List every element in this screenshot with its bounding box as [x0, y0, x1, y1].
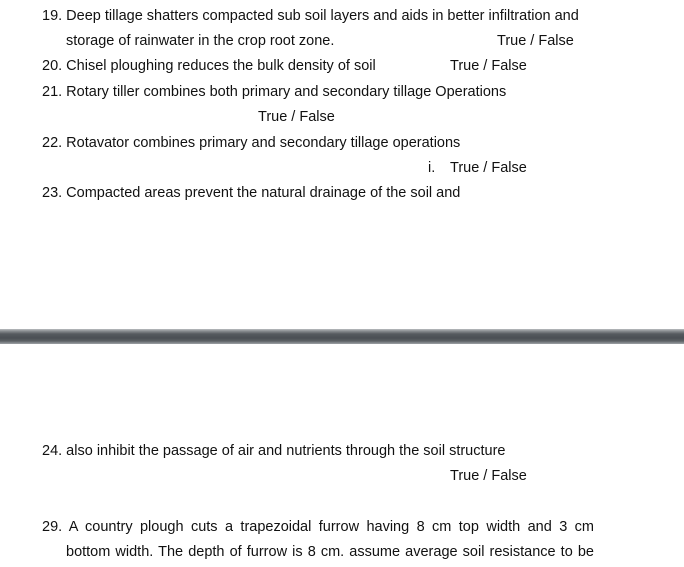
- question-22-list-marker: i.: [428, 160, 436, 176]
- question-24-answer: True / False: [450, 468, 527, 484]
- question-21-text: 21. Rotary tiller combines both primary and secondary tillage Operations: [42, 84, 507, 100]
- question-29-line-2: bottom width. The depth of furrow is 8 cm. assume average soil resistance to be: [66, 544, 594, 560]
- question-19-answer: True / False: [497, 33, 574, 49]
- question-23-text: 23. Compacted areas prevent the natural drainage of the soil and: [42, 185, 461, 201]
- question-22-text: 22. Rotavator combines primary and secondary tillage operations: [42, 135, 461, 151]
- question-19-line-1: 19. Deep tillage shatters compacted sub soil layers and aids in better infiltration and: [42, 8, 579, 24]
- question-20-text: 20. Chisel ploughing reduces the bulk density of soil: [42, 58, 376, 74]
- question-24-text: 24. also inhibit the passage of air and nutrients through the soil structure: [42, 443, 506, 459]
- question-29-line-1: 29. A country plough cuts a trapezoidal furrow having 8 cm top width and 3 cm: [42, 519, 594, 535]
- question-21-answer: True / False: [258, 109, 335, 125]
- question-19-line-2: storage of rainwater in the crop root zone.: [66, 33, 335, 49]
- question-22-answer: True / False: [450, 160, 527, 176]
- page-separator: [0, 329, 684, 344]
- question-20-answer: True / False: [450, 58, 527, 74]
